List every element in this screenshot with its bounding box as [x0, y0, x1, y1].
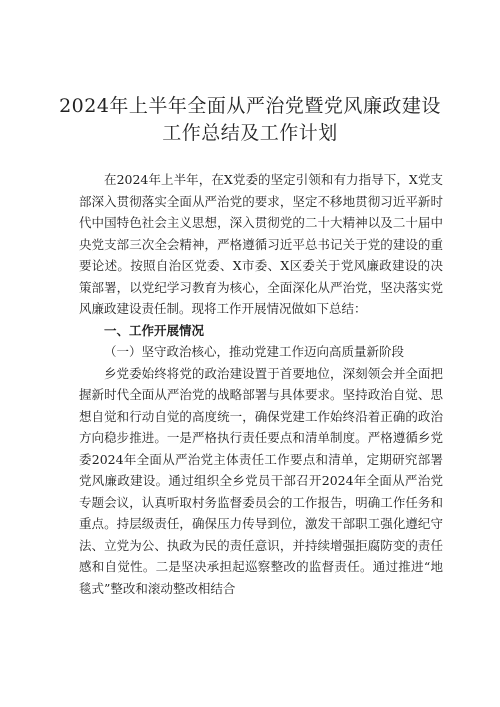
document-title-line-2: 工作总结及工作计划 [162, 122, 338, 144]
subsection-heading-political-core: （一）坚守政治核心，推动党建工作迈向高质量新阶段 [104, 344, 405, 359]
intro-paragraph: 在2024年上半年，在X党委的坚定引领和有力指导下，X党支部深入贯彻落实全面从严治党的要求，坚定不移地贯彻习近平新时代中国特色社会主义思想，深入贯彻党的二十大精神以及二十届中央党支部三次全会精神，严格遵循习近平总书记关于党的建设的重要论述。按照自治区党委、X市委、X区委关于党风廉政建设的决策部署，以党纪学习教育为核心，全面深化从严治党，坚决落实党风廉政建设责任制。现将工作开展情况做如下总结： [79, 172, 443, 316]
section-heading-work-status: 一、工作开展情况 [104, 322, 205, 338]
section-body-paragraph: 乡党委始终将党的政治建设置于首要地位，深刻领会并全面把握新时代全面从严治党的战略部署与具体要求。坚持政治自觉、思想自觉和行动自觉的高度统一，确保党建工作始终沿着正确的政治方向稳步推进。一是严格执行责任要点和清单制度。严格遵循乡党委2024年全面从严治党主体责任工作要点和清单，定期研究部署党风廉政建设。通过组织全乡党员干部召开2024年全面从严治党专题会议，认真听取村务监督委员会的工作报告，明确工作任务和重点。持层级责任，确保压力传导到位，激发干部职工强化遵纪守法、立党为公、执政为民的责任意识，并持续增强拒腐防变的责任感和自觉性。二是坚决承担起巡察整改的监督责任。通过推进“地毯式”整改和滚动整改相结合 [79, 365, 443, 596]
document-body [79, 169, 443, 599]
document-title-line-1: 2024年上半年全面从严治党暨党风廉政建设 [59, 95, 441, 117]
